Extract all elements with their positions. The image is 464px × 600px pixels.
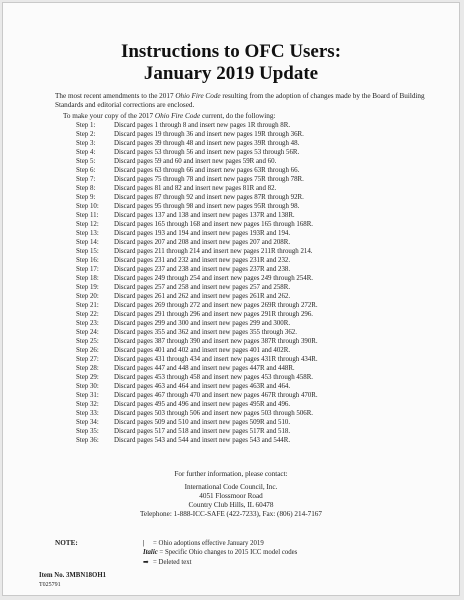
step-label: Step 23: bbox=[76, 320, 99, 327]
legend-text: = Deleted text bbox=[153, 559, 192, 566]
deletion-arrow-icon: ➡ bbox=[143, 559, 149, 566]
step-label: Step 11: bbox=[76, 212, 99, 219]
step-row bbox=[3, 364, 459, 373]
step-row bbox=[3, 130, 459, 139]
step-row bbox=[3, 184, 459, 193]
step-text: Discard pages 543 and 544 and insert new pages 543 and 544R. bbox=[114, 437, 291, 444]
step-text: Discard pages 355 and 362 and insert new pages 355 through 362. bbox=[114, 329, 297, 336]
step-label: Step 15: bbox=[76, 248, 99, 255]
step-label: Step 1: bbox=[76, 122, 96, 129]
step-label: Step 30: bbox=[76, 383, 99, 390]
step-text: Discard pages 87 through 92 and insert new pages 87R through 92R. bbox=[114, 194, 304, 201]
step-row bbox=[3, 229, 459, 238]
page-subtitle: January 2019 Update bbox=[143, 63, 319, 84]
step-text: Discard pages 269 through 272 and insert new pages 269R through 272R. bbox=[114, 302, 318, 309]
step-text: Discard pages 63 through 66 and insert new pages 63R through 66. bbox=[114, 167, 300, 174]
step-row bbox=[3, 346, 459, 355]
step-text: Discard pages 447 and 448 and insert new pages 447R and 448R. bbox=[114, 365, 295, 372]
step-row bbox=[3, 121, 459, 130]
step-row bbox=[3, 427, 459, 436]
step-text: Discard pages 463 and 464 and insert new pages 463R and 464. bbox=[114, 383, 291, 390]
step-text: Discard pages 503 through 506 and insert new pages 503 through 506R. bbox=[114, 410, 314, 417]
step-text: Discard pages 193 and 194 and insert new pages 193R and 194. bbox=[114, 230, 291, 237]
step-text: Discard pages 431 through 434 and insert new pages 431R through 434R. bbox=[114, 356, 318, 363]
contact-line: Country Club Hills, IL 60478 bbox=[188, 501, 274, 509]
step-text: Discard pages 517 and 518 and insert new pages 517R and 518. bbox=[114, 428, 291, 435]
note-label: NOTE: bbox=[55, 539, 78, 547]
step-row bbox=[3, 292, 459, 301]
step-text: Discard pages 237 and 238 and insert new pages 237R and 238. bbox=[114, 266, 291, 273]
step-row bbox=[3, 220, 459, 229]
step-row bbox=[3, 274, 459, 283]
step-label: Step 10: bbox=[76, 203, 99, 210]
step-row bbox=[3, 400, 459, 409]
step-row bbox=[3, 355, 459, 364]
step-row bbox=[3, 139, 459, 148]
step-row bbox=[3, 265, 459, 274]
step-label: Step 4: bbox=[76, 149, 96, 156]
step-label: Step 36: bbox=[76, 437, 99, 444]
step-text: Discard pages 75 through 78 and insert new pages 75R through 78R. bbox=[114, 176, 304, 183]
step-label: Step 21: bbox=[76, 302, 99, 309]
step-text: Discard pages 19 through 36 and insert new pages 19R through 36R. bbox=[114, 131, 304, 138]
page-title: Instructions to OFC Users: bbox=[120, 41, 342, 62]
legend-term: Italic bbox=[143, 549, 158, 556]
step-text: Discard pages 509 and 510 and insert new pages 509R and 510. bbox=[114, 419, 291, 426]
step-row bbox=[3, 175, 459, 184]
step-text: Discard pages 401 and 402 and insert new pages 401 and 402R. bbox=[114, 347, 291, 354]
step-row bbox=[3, 202, 459, 211]
margin-bar-icon: | bbox=[143, 540, 145, 547]
step-label: Step 13: bbox=[76, 230, 99, 237]
step-label: Step 12: bbox=[76, 221, 99, 228]
step-row bbox=[3, 301, 459, 310]
step-text: Discard pages 95 through 98 and insert new pages 95R through 98. bbox=[114, 203, 300, 210]
step-label: Step 19: bbox=[76, 284, 99, 291]
step-row bbox=[3, 328, 459, 337]
step-row bbox=[3, 157, 459, 166]
step-text: Discard pages 257 and 258 and insert new pages 257 and 258R. bbox=[114, 284, 291, 291]
step-row bbox=[3, 166, 459, 175]
step-row bbox=[3, 211, 459, 220]
step-text: Discard pages 261 and 262 and insert new pages 261R and 262. bbox=[114, 293, 291, 300]
step-label: Step 24: bbox=[76, 329, 99, 336]
contact-heading: For further information, please contact: bbox=[174, 470, 288, 478]
contact-line: Telephone: 1-888-ICC-SAFE (422-7233), Fax: (806) 214-7167 bbox=[140, 510, 322, 518]
step-label: Step 33: bbox=[76, 410, 99, 417]
contact-line: 4051 Flossmoor Road bbox=[199, 492, 263, 500]
step-text: Discard pages 53 through 56 and insert new pages 53 through 56R. bbox=[114, 149, 300, 156]
step-row bbox=[3, 283, 459, 292]
step-text: Discard pages 39 through 48 and insert new pages 39R through 48. bbox=[114, 140, 300, 147]
legend-row bbox=[143, 548, 297, 557]
step-row bbox=[3, 310, 459, 319]
intro-paragraph: The most recent amendments to the 2017 Ohio Fire Code resulting from the adoption of changes made by the Board of Building Standards and editorial corrections are enclosed. bbox=[55, 92, 425, 109]
step-label: Step 18: bbox=[76, 275, 99, 282]
document-page bbox=[2, 2, 460, 596]
step-text: Discard pages 291 through 296 and insert new pages 291R through 296. bbox=[114, 311, 314, 318]
step-text: Discard pages 453 through 458 and insert new pages 453 through 458R. bbox=[114, 374, 314, 381]
step-row bbox=[3, 256, 459, 265]
step-text: Discard pages 211 through 214 and insert new pages 211R through 214. bbox=[114, 248, 313, 255]
legend-text: = Ohio adoptions effective January 2019 bbox=[153, 540, 264, 547]
step-text: Discard pages 59 and 60 and insert new pages 59R and 60. bbox=[114, 158, 277, 165]
step-row bbox=[3, 373, 459, 382]
document-code: T025791 bbox=[39, 582, 61, 588]
step-text: Discard pages 495 and 496 and insert new pages 495R and 496. bbox=[114, 401, 291, 408]
step-text: Discard pages 387 through 390 and insert new pages 387R through 390R. bbox=[114, 338, 318, 345]
step-label: Step 9: bbox=[76, 194, 96, 201]
step-row bbox=[3, 247, 459, 256]
step-label: Step 25: bbox=[76, 338, 99, 345]
step-label: Step 34: bbox=[76, 419, 99, 426]
step-label: Step 20: bbox=[76, 293, 99, 300]
step-row bbox=[3, 382, 459, 391]
step-row bbox=[3, 193, 459, 202]
instructions-lead: To make your copy of the 2017 Ohio Fire Code current, do the following: bbox=[63, 112, 276, 120]
legend-text: = Specific Ohio changes to 2015 ICC model codes bbox=[157, 549, 298, 556]
step-text: Discard pages 249 through 254 and insert new pages 249 through 254R. bbox=[114, 275, 314, 282]
step-label: Step 3: bbox=[76, 140, 96, 147]
step-label: Step 8: bbox=[76, 185, 96, 192]
step-text: Discard pages 231 and 232 and insert new pages 231R and 232. bbox=[114, 257, 291, 264]
step-row bbox=[3, 238, 459, 247]
step-label: Step 5: bbox=[76, 158, 96, 165]
step-row bbox=[3, 337, 459, 346]
step-label: Step 26: bbox=[76, 347, 99, 354]
step-label: Step 22: bbox=[76, 311, 99, 318]
step-label: Step 6: bbox=[76, 167, 96, 174]
step-label: Step 2: bbox=[76, 131, 96, 138]
step-row bbox=[3, 409, 459, 418]
step-label: Step 29: bbox=[76, 374, 99, 381]
legend-row bbox=[143, 558, 192, 567]
step-label: Step 7: bbox=[76, 176, 96, 183]
step-label: Step 31: bbox=[76, 392, 99, 399]
step-label: Step 35: bbox=[76, 428, 99, 435]
contact-line: International Code Council, Inc. bbox=[184, 483, 278, 491]
step-label: Step 17: bbox=[76, 266, 99, 273]
step-text: Discard pages 467 through 470 and insert new pages 467R through 470R. bbox=[114, 392, 318, 399]
step-row bbox=[3, 436, 459, 445]
step-row bbox=[3, 148, 459, 157]
step-text: Discard pages 165 through 168 and insert new pages 165 through 168R. bbox=[114, 221, 314, 228]
step-row bbox=[3, 391, 459, 400]
step-text: Discard pages 81 and 82 and insert new pages 81R and 82. bbox=[114, 185, 277, 192]
step-label: Step 28: bbox=[76, 365, 99, 372]
step-text: Discard pages 299 and 300 and insert new pages 299 and 300R. bbox=[114, 320, 291, 327]
step-label: Step 27: bbox=[76, 356, 99, 363]
step-text: Discard pages 137 and 138 and insert new pages 137R and 138R. bbox=[114, 212, 295, 219]
step-label: Step 14: bbox=[76, 239, 99, 246]
step-text: Discard pages 1 through 8 and insert new pages 1R through 8R. bbox=[114, 122, 291, 129]
step-label: Step 16: bbox=[76, 257, 99, 264]
step-row bbox=[3, 418, 459, 427]
legend-row bbox=[143, 539, 264, 548]
item-number: Item No. 3MBN18OH1 bbox=[39, 572, 107, 579]
step-label: Step 32: bbox=[76, 401, 99, 408]
step-text: Discard pages 207 and 208 and insert new pages 207 and 208R. bbox=[114, 239, 291, 246]
step-row bbox=[3, 319, 459, 328]
